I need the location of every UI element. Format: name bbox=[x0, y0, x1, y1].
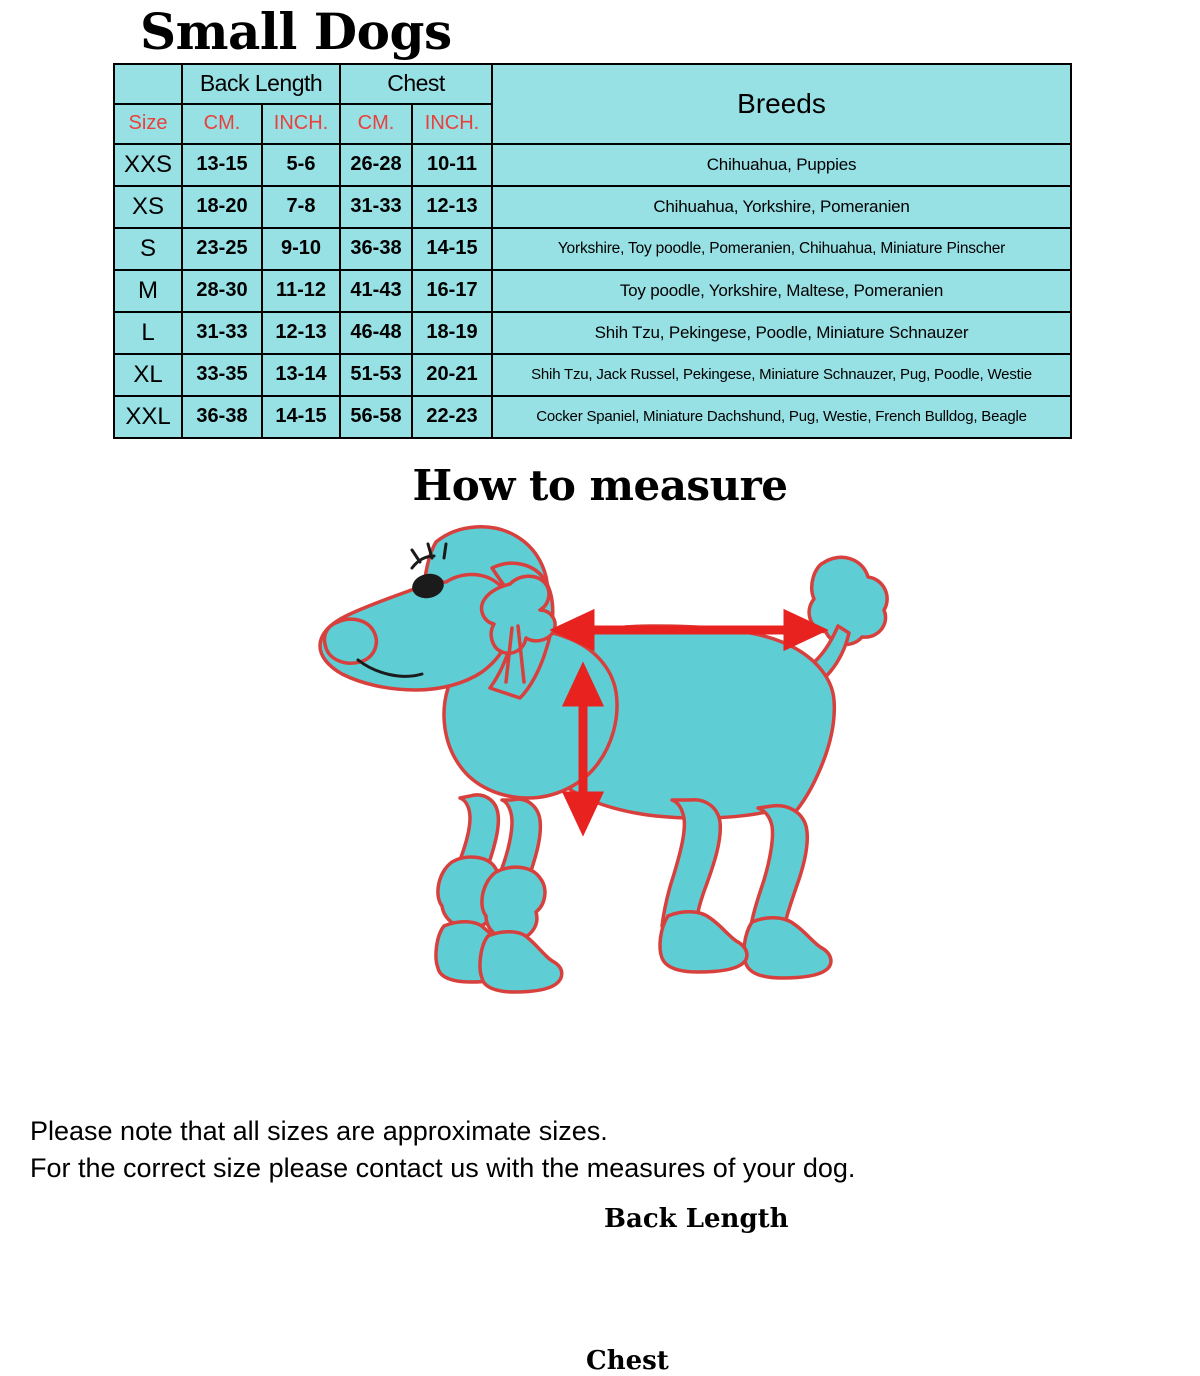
cell-breeds: Yorkshire, Toy poodle, Pomeranien, Chihuahua, Miniature Pinscher bbox=[492, 228, 1071, 270]
table-row bbox=[114, 144, 1071, 186]
poodle-illustration bbox=[0, 510, 1200, 1030]
cell-size: M bbox=[114, 270, 182, 312]
back-length-label: Back Length bbox=[604, 1203, 789, 1234]
cell-ch-cm: 31-33 bbox=[340, 186, 412, 228]
cell-bl-inch: 7-8 bbox=[262, 186, 340, 228]
footer-note-line-1: Please note that all sizes are approximate sizes. bbox=[30, 1116, 608, 1147]
cell-ch-cm: 51-53 bbox=[340, 354, 412, 396]
table-header-row-groups bbox=[114, 64, 1071, 104]
page-title: Small Dogs bbox=[140, 2, 452, 61]
table-row bbox=[114, 354, 1071, 396]
header-breeds: Breeds bbox=[492, 64, 1071, 144]
header-bl-cm: CM. bbox=[182, 104, 262, 144]
cell-ch-cm: 36-38 bbox=[340, 228, 412, 270]
header-spacer bbox=[114, 64, 182, 104]
cell-bl-inch: 5-6 bbox=[262, 144, 340, 186]
cell-ch-cm: 26-28 bbox=[340, 144, 412, 186]
footer-note bbox=[30, 1113, 855, 1186]
table-row bbox=[114, 186, 1071, 228]
cell-bl-inch: 14-15 bbox=[262, 396, 340, 438]
header-back-length: Back Length bbox=[182, 64, 340, 104]
table-row bbox=[114, 312, 1071, 354]
table-row bbox=[114, 228, 1071, 270]
cell-ch-inch: 14-15 bbox=[412, 228, 492, 270]
cell-bl-cm: 31-33 bbox=[182, 312, 262, 354]
cell-ch-cm: 41-43 bbox=[340, 270, 412, 312]
cell-bl-inch: 12-13 bbox=[262, 312, 340, 354]
chest-label: Chest bbox=[586, 1345, 669, 1376]
cell-bl-cm: 23-25 bbox=[182, 228, 262, 270]
cell-breeds: Shih Tzu, Pekingese, Poodle, Miniature Schnauzer bbox=[492, 312, 1071, 354]
cell-ch-inch: 22-23 bbox=[412, 396, 492, 438]
cell-breeds: Chihuahua, Yorkshire, Pomeranien bbox=[492, 186, 1071, 228]
cell-size: S bbox=[114, 228, 182, 270]
cell-bl-inch: 13-14 bbox=[262, 354, 340, 396]
cell-ch-cm: 46-48 bbox=[340, 312, 412, 354]
cell-bl-inch: 9-10 bbox=[262, 228, 340, 270]
cell-size: XXS bbox=[114, 144, 182, 186]
cell-size: XXL bbox=[114, 396, 182, 438]
cell-bl-cm: 13-15 bbox=[182, 144, 262, 186]
header-ch-cm: CM. bbox=[340, 104, 412, 144]
cell-ch-cm: 56-58 bbox=[340, 396, 412, 438]
how-to-measure-heading: How to measure bbox=[412, 460, 788, 510]
cell-bl-cm: 33-35 bbox=[182, 354, 262, 396]
header-chest: Chest bbox=[340, 64, 492, 104]
table-row bbox=[114, 396, 1071, 438]
footer-note-line-2: For the correct size please contact us with the measures of your dog. bbox=[30, 1152, 856, 1183]
cell-ch-inch: 16-17 bbox=[412, 270, 492, 312]
cell-ch-inch: 20-21 bbox=[412, 354, 492, 396]
cell-breeds: Chihuahua, Puppies bbox=[492, 144, 1071, 186]
size-table-wrapper bbox=[0, 63, 1200, 439]
cell-bl-cm: 36-38 bbox=[182, 396, 262, 438]
header-ch-inch: INCH. bbox=[412, 104, 492, 144]
cell-breeds: Cocker Spaniel, Miniature Dachshund, Pug, Westie, French Bulldog, Beagle bbox=[492, 396, 1071, 438]
cell-bl-cm: 28-30 bbox=[182, 270, 262, 312]
header-bl-inch: INCH. bbox=[262, 104, 340, 144]
cell-ch-inch: 12-13 bbox=[412, 186, 492, 228]
table-row bbox=[114, 270, 1071, 312]
cell-ch-inch: 10-11 bbox=[412, 144, 492, 186]
header-size: Size bbox=[114, 104, 182, 144]
cell-size: L bbox=[114, 312, 182, 354]
cell-ch-inch: 18-19 bbox=[412, 312, 492, 354]
cell-breeds: Shih Tzu, Jack Russel, Pekingese, Miniature Schnauzer, Pug, Poodle, Westie bbox=[492, 354, 1071, 396]
cell-size: XL bbox=[114, 354, 182, 396]
cell-breeds: Toy poodle, Yorkshire, Maltese, Pomeranien bbox=[492, 270, 1071, 312]
cell-size: XS bbox=[114, 186, 182, 228]
size-chart-table bbox=[113, 63, 1072, 439]
cell-bl-cm: 18-20 bbox=[182, 186, 262, 228]
cell-bl-inch: 11-12 bbox=[262, 270, 340, 312]
